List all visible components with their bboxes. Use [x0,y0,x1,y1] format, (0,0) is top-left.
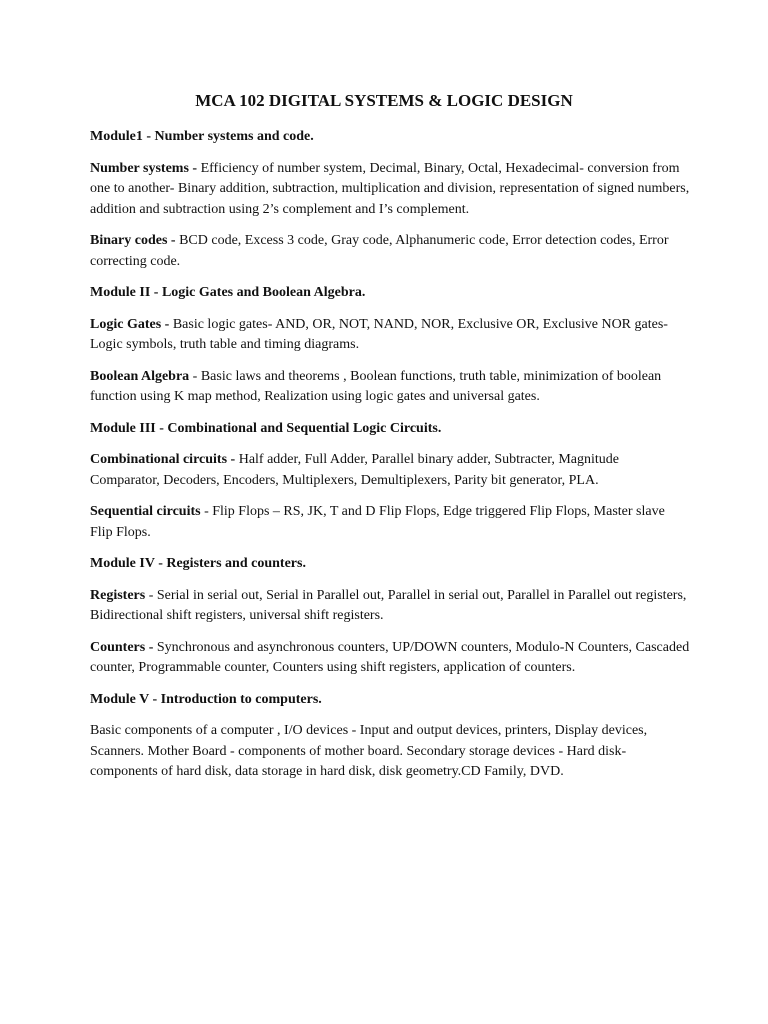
topic-registers [90,586,690,627]
topic-lead: Counters - [90,639,154,655]
topic-lead: Sequential circuits [90,504,201,519]
topic-lead: Combinational circuits - [90,452,236,467]
topic-basic-components: Basic components of a computer , I/O devices - Input and output devices, printers, Display devices, Scanners. Mother Board - components of mother board. Secondary storage devices - Hard disk- components of hard disk, data storage in hard disk, disk geometry.CD Family, DVD. [90,723,648,779]
topic-body: BCD code, Excess 3 code, Gray code, Alphanumeric code, Error detection codes, Error correcting code. [90,233,669,269]
module-2-heading: Module II - Logic Gates and Boolean Algebra. [90,285,366,300]
topic-number-systems [90,159,690,221]
topic-body: - Serial in serial out, Serial in Parallel out, Parallel in serial out, Parallel in Parallel out registers, Bidirectional shift registers, universal shift registers. [90,587,687,623]
topic-combinational-circuits [90,450,690,491]
topic-sequential-circuits [90,502,690,543]
module-5-heading: Module V - Introduction to computers. [90,691,322,707]
topic-body: Efficiency of number system, Decimal, Binary, Octal, Hexadecimal- conversion from one to another- Binary addition, subtraction, multiplication and division, representation of signed numbers, addition and subtraction using 2’s complement and I’s complement. [90,160,690,217]
topic-body: Half adder, Full Adder, Parallel binary adder, Subtracter, Magnitude Comparator, Decoders, Encoders, Multiplexers, Demultiplexers, Parity bit generator, PLA. [90,452,620,488]
topic-body: - Basic laws and theorems , Boolean functions, truth table, minimization of boolean function using K map method, Realization using logic gates and universal gates. [90,368,662,404]
topic-counters [90,638,690,679]
topic-body: Basic logic gates- AND, OR, NOT, NAND, NOR, Exclusive OR, Exclusive NOR gates- Logic symbols, truth table and timing diagrams. [90,316,668,352]
module-4-heading: Module IV - Registers and counters. [90,556,306,571]
topic-lead: Number systems - [90,160,198,176]
topic-boolean-algebra [90,367,690,408]
topic-body: Synchronous and asynchronous counters, UP/DOWN counters, Modulo-N Counters, Cascaded counter, Programmable counter, Counters using shift registers, application of counters. [90,639,690,675]
topic-lead: Boolean Algebra [90,368,190,384]
document-title: MCA 102 DIGITAL SYSTEMS & LOGIC DESIGN [195,91,573,110]
topic-lead: Logic Gates - [90,316,170,332]
topic-logic-gates [90,315,690,356]
topic-lead: Registers [90,587,146,603]
module-1-heading: Module1 - Number systems and code. [90,129,314,144]
topic-binary-codes [90,231,690,272]
topic-lead: Binary codes - [90,233,176,248]
module-3-heading: Module III - Combinational and Sequential Logic Circuits. [90,420,442,436]
topic-body: - Flip Flops – RS, JK, T and D Flip Flops, Edge triggered Flip Flops, Master slave Flip Flops. [90,504,665,540]
syllabus-content [90,127,690,794]
